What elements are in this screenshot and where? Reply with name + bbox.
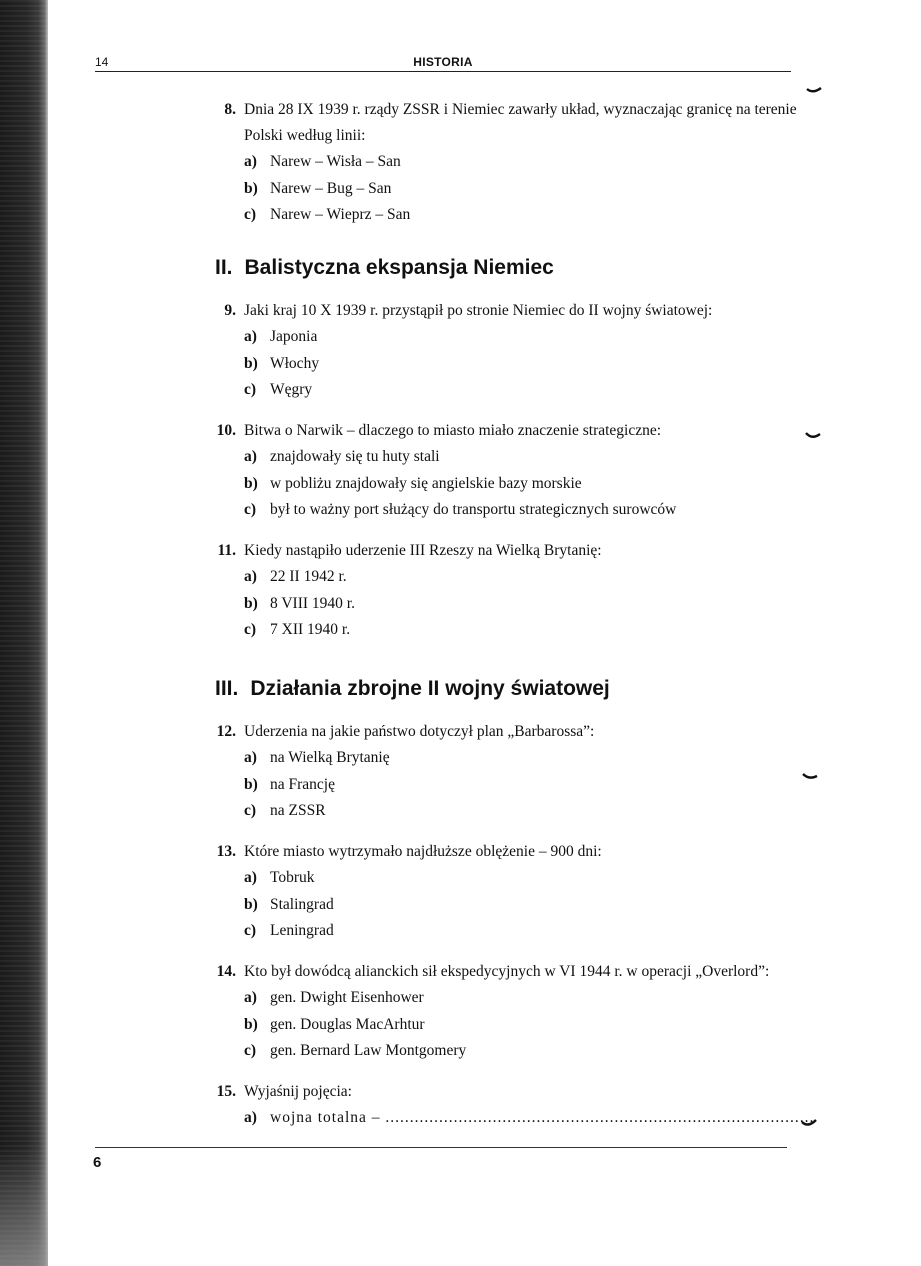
option-text: na ZSSR — [270, 802, 326, 819]
option-text: Narew – Wisła – San — [270, 153, 401, 170]
section-number: III. — [215, 677, 239, 700]
question-11 — [200, 538, 800, 644]
question-8 — [200, 97, 800, 229]
option-text: gen. Douglas MacArhtur — [270, 1015, 425, 1033]
option-letter: a) — [244, 153, 257, 170]
option-c — [244, 798, 800, 825]
option-a — [244, 444, 800, 471]
option-b — [244, 772, 800, 799]
question-text: Kto był dowódcą alianckich sił ekspedycyjnych w VI 1944 r. w operacji „Overlord”: — [244, 963, 770, 980]
option-letter: c) — [244, 381, 257, 398]
answer-line: wojna totalna – ........................................................................................ — [270, 1109, 815, 1126]
option-letter: b) — [244, 895, 258, 913]
question-12 — [200, 719, 800, 825]
question-number: 10. — [216, 422, 236, 439]
option-letter: c) — [244, 802, 257, 819]
option-letter: b) — [244, 354, 258, 372]
option-letter: a) — [244, 1109, 257, 1126]
option-letter: a) — [244, 989, 257, 1006]
option-letter: b) — [244, 1015, 258, 1033]
question-number: 12. — [216, 723, 236, 740]
option-letter: b) — [244, 775, 258, 793]
scan-shadow-edge — [0, 0, 48, 1266]
option-a — [244, 1105, 815, 1132]
footer-page-number: 6 — [93, 1154, 102, 1171]
option-c — [244, 202, 800, 229]
question-14 — [200, 959, 800, 1065]
option-letter: c) — [244, 1042, 257, 1059]
check-mark-icon — [801, 1119, 817, 1129]
section-number: II. — [215, 256, 233, 279]
option-a — [244, 324, 800, 351]
option-c — [244, 497, 800, 524]
header-rule — [95, 71, 791, 72]
option-b — [244, 471, 800, 498]
option-text: Leningrad — [270, 922, 334, 939]
section-title: Działania zbrojne II wojny światowej — [250, 677, 610, 700]
option-text: Tobruk — [270, 869, 315, 886]
option-b — [244, 176, 800, 203]
question-text: Wyjaśnij pojęcia: — [244, 1083, 352, 1100]
question-13 — [200, 839, 800, 945]
question-text: Jaki kraj 10 X 1939 r. przystąpił po stronie Niemiec do II wojny światowej: — [244, 302, 713, 319]
question-9 — [200, 298, 800, 404]
option-letter: c) — [244, 206, 257, 223]
question-text: Które miasto wytrzymało najdłuższe oblężenie – 900 dni: — [244, 843, 602, 860]
option-c — [244, 918, 800, 945]
option-text: na Wielką Brytanię — [270, 749, 390, 766]
option-text: Narew – Bug – San — [270, 179, 392, 197]
question-number: 8. — [224, 101, 236, 118]
option-a — [244, 149, 800, 176]
option-c — [244, 377, 800, 404]
question-number: 13. — [216, 843, 236, 860]
option-letter: a) — [244, 869, 257, 886]
option-text: 22 II 1942 r. — [270, 568, 347, 585]
option-text: Węgry — [270, 381, 313, 398]
check-mark-icon — [805, 431, 821, 441]
option-letter: a) — [244, 749, 257, 766]
option-a — [244, 564, 800, 591]
check-mark-icon — [802, 772, 818, 782]
option-a — [244, 865, 800, 892]
question-text: Bitwa o Narwik – dlaczego to miasto miało znaczenie strategiczne: — [244, 422, 662, 439]
question-text: Dnia 28 IX 1939 r. rządy ZSSR i Niemiec zawarły układ, wyznaczając granicę na terenie Polski według linii: — [244, 101, 797, 144]
option-b — [244, 591, 800, 618]
option-b — [244, 1012, 800, 1039]
option-letter: a) — [244, 328, 257, 345]
option-text: 8 VIII 1940 r. — [270, 594, 355, 612]
option-letter: c) — [244, 501, 257, 518]
option-text: Narew – Wieprz – San — [270, 206, 411, 223]
header-page-number: 14 — [95, 55, 109, 69]
option-a — [244, 745, 800, 772]
option-b — [244, 892, 800, 919]
option-letter: a) — [244, 448, 257, 465]
option-text: gen. Bernard Law Montgomery — [270, 1042, 467, 1059]
option-text: 7 XII 1940 r. — [270, 621, 351, 638]
option-letter: a) — [244, 568, 257, 585]
section-heading-2 — [215, 256, 554, 280]
option-text: Japonia — [270, 328, 318, 345]
section-heading-3 — [215, 677, 610, 701]
question-number: 9. — [224, 302, 236, 319]
question-text: Kiedy nastąpiło uderzenie III Rzeszy na Wielką Brytanię: — [244, 542, 602, 559]
option-c — [244, 1038, 800, 1065]
section-title: Balistyczna ekspansja Niemiec — [244, 256, 554, 279]
check-mark-icon — [806, 86, 822, 96]
question-number: 11. — [217, 542, 236, 559]
option-text: w pobliżu znajdowały się angielskie bazy morskie — [270, 474, 582, 492]
option-a — [244, 985, 800, 1012]
header-title: HISTORIA — [413, 55, 473, 69]
option-b — [244, 351, 800, 378]
question-text: Uderzenia na jakie państwo dotyczył plan „Barbarossa”: — [244, 723, 595, 740]
option-text: Włochy — [270, 354, 320, 372]
question-number: 15. — [216, 1083, 236, 1100]
option-text: znajdowały się tu huty stali — [270, 448, 440, 465]
question-15 — [200, 1079, 815, 1132]
question-10 — [200, 418, 800, 524]
option-text: na Francję — [270, 775, 335, 793]
option-letter: b) — [244, 594, 258, 612]
option-letter: b) — [244, 179, 258, 197]
question-number: 14. — [216, 963, 236, 980]
footer-rule — [95, 1147, 787, 1148]
option-text: był to ważny port służący do transportu strategicznych surowców — [270, 501, 677, 518]
option-text: gen. Dwight Eisenhower — [270, 989, 424, 1006]
option-text: Stalingrad — [270, 895, 334, 913]
option-c — [244, 617, 800, 644]
option-letter: b) — [244, 474, 258, 492]
option-letter: c) — [244, 621, 257, 638]
option-letter: c) — [244, 922, 257, 939]
